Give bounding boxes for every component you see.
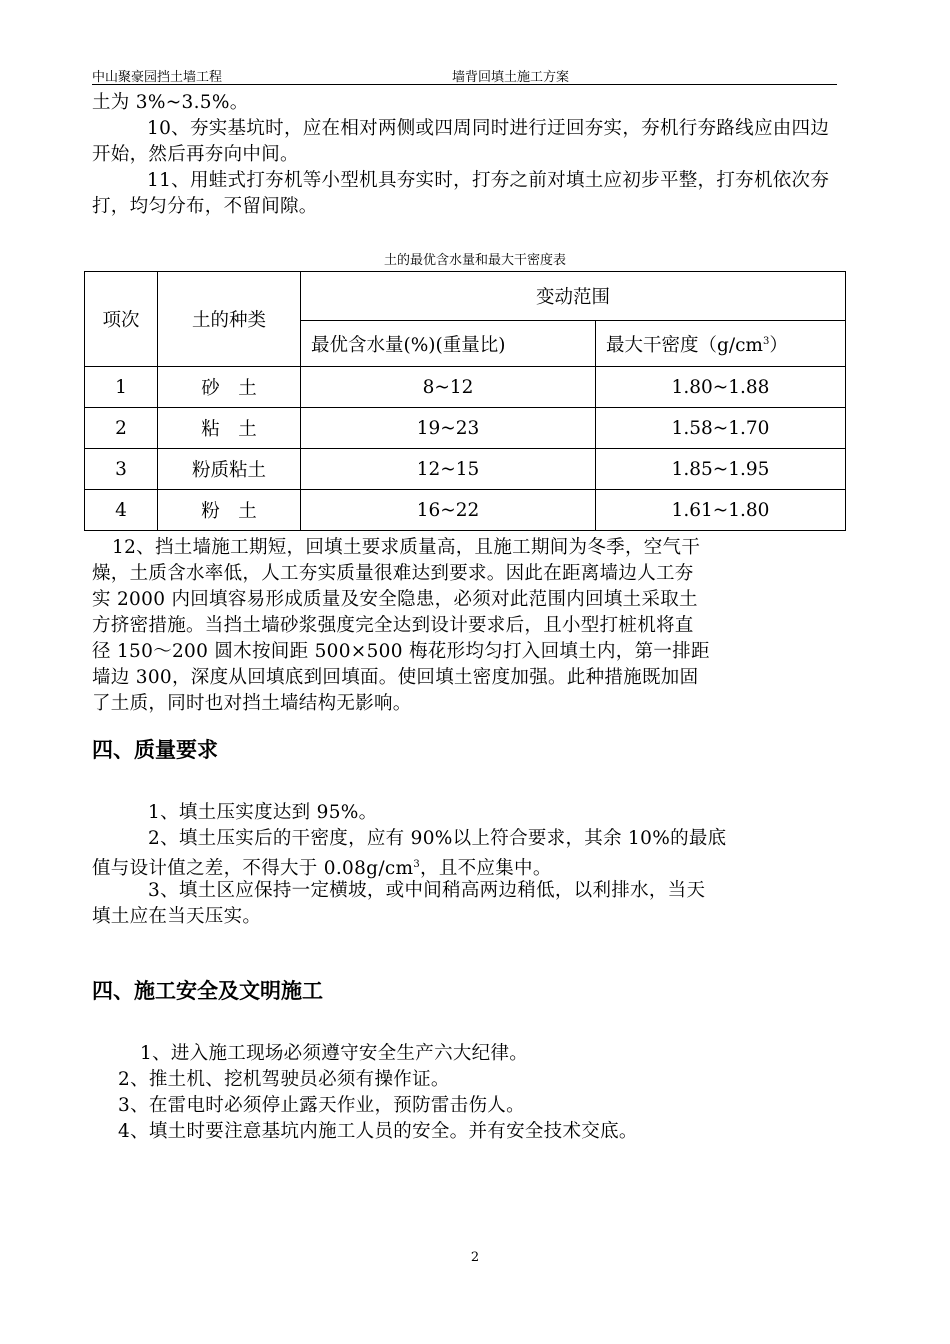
cell-density: 1.58~1.70 — [596, 408, 846, 449]
cell-density: 1.61~1.80 — [596, 490, 846, 531]
table-row — [85, 408, 846, 449]
paragraph-10: 10、夯实基坑时，应在相对两侧或四周同时进行迂回夯实，夯机行夯路线应由四边开始，然后再夯向中间。 — [92, 118, 830, 165]
cell-water: 16~22 — [301, 490, 596, 531]
paragraph-11: 11、用蛙式打夯机等小型机具夯实时，打夯之前对填土应初步平整，打夯机依次夯打，均匀分布，不留间隙。 — [92, 170, 830, 217]
table-caption: 土的最优含水量和最大干密度表 — [383, 253, 566, 268]
cell-water: 19~23 — [301, 408, 596, 449]
quality-item-3-line-2: 填土应在当天压实。 — [92, 906, 262, 927]
safety-item-4: 4、填土时要注意基坑内施工人员的安全。并有安全技术交底。 — [118, 1121, 638, 1142]
paragraph-12-line: 墙边 300，深度从回填底到回填面。使回填土密度加强。此种措施既加固 — [92, 667, 699, 688]
quality-item-2-line-1: 2、填土压实后的干密度，应有 90%以上符合要求，其余 10%的最底 — [148, 828, 727, 849]
table-row — [85, 490, 846, 531]
soil-density-table — [84, 271, 846, 531]
table-row — [85, 449, 846, 490]
cell-soil-type: 粉质粘土 — [158, 449, 301, 490]
header-max-density: 最大干密度$(g/cm^3)$ — [596, 321, 846, 367]
paragraph-12 — [112, 535, 700, 561]
table-row — [85, 367, 846, 408]
page-header — [92, 62, 837, 85]
cell-index: 3 — [85, 449, 158, 490]
cell-water: 12~15 — [301, 449, 596, 490]
paragraph-12-line: 实 2000 内回填容易形成质量及安全隐患，必须对此范围内回填土采取土 — [92, 589, 698, 610]
header-document-title: 墙背回填土施工方案 — [452, 70, 570, 85]
cell-index: 4 — [85, 490, 158, 531]
cell-water: 8~12 — [301, 367, 596, 408]
safety-heading: 四、施工安全及文明施工 — [92, 979, 323, 1003]
quality-item-3-line-1: 3、填土区应保持一定横坡，或中间稍高两边稍低，以利排水，当天 — [148, 880, 706, 901]
intro-line: 土为 3%~3.5%。 — [92, 92, 249, 113]
paragraph-12-line: 方挤密措施。当挡土墙砂浆强度完全达到设计要求后，且小型打桩机将直 — [92, 615, 694, 636]
paragraph-12-line: 了土质，同时也对挡土墙结构无影响。 — [92, 693, 412, 714]
quality-heading: 四、质量要求 — [92, 738, 218, 762]
safety-item-3: 3、在雷电时必须停止露天作业，预防雷击伤人。 — [118, 1095, 525, 1116]
cell-soil-type: 砂 土 — [158, 367, 301, 408]
cell-soil-type: 粉 土 — [158, 490, 301, 531]
intro-section — [92, 90, 842, 220]
header-optimal-water: 最优含水量(%)(重量比) — [301, 321, 596, 367]
paragraph-12-line: 径 150～200 圆木按间距 500×500 梅花形均匀打入回填土内，第一排距 — [92, 641, 710, 662]
quality-item-2-line-2: 值与设计值之差，不得大于 $0.08g/cm^3$，且不应集中。 — [92, 858, 552, 880]
paragraph-12-line: 燥，土质含水率低，人工夯实质量很难达到要求。因此在距离墙边人工夯 — [92, 563, 694, 584]
cell-index: 2 — [85, 408, 158, 449]
paragraph-12-line: 12、挡土墙施工期短，回填土要求质量高，且施工期间为冬季，空气干 — [112, 537, 701, 558]
cell-density: 1.80~1.88 — [596, 367, 846, 408]
cell-soil-type: 粘 土 — [158, 408, 301, 449]
header-range: 变动范围 — [301, 272, 846, 321]
header-index: 项次 — [85, 272, 158, 367]
cell-index: 1 — [85, 367, 158, 408]
header-project-name: 中山聚豪园挡土墙工程 — [92, 70, 223, 85]
paragraph-12-rest — [92, 561, 710, 717]
header-soil-type: 土的种类 — [158, 272, 301, 367]
safety-item-1: 1、进入施工现场必须遵守安全生产六大纪律。 — [140, 1043, 529, 1064]
safety-item-2: 2、推土机、挖机驾驶员必须有操作证。 — [118, 1069, 450, 1090]
quality-item-1: 1、填土压实度达到 95%。 — [148, 802, 378, 823]
page-number: 2 — [470, 1250, 480, 1265]
cell-density: 1.85~1.95 — [596, 449, 846, 490]
